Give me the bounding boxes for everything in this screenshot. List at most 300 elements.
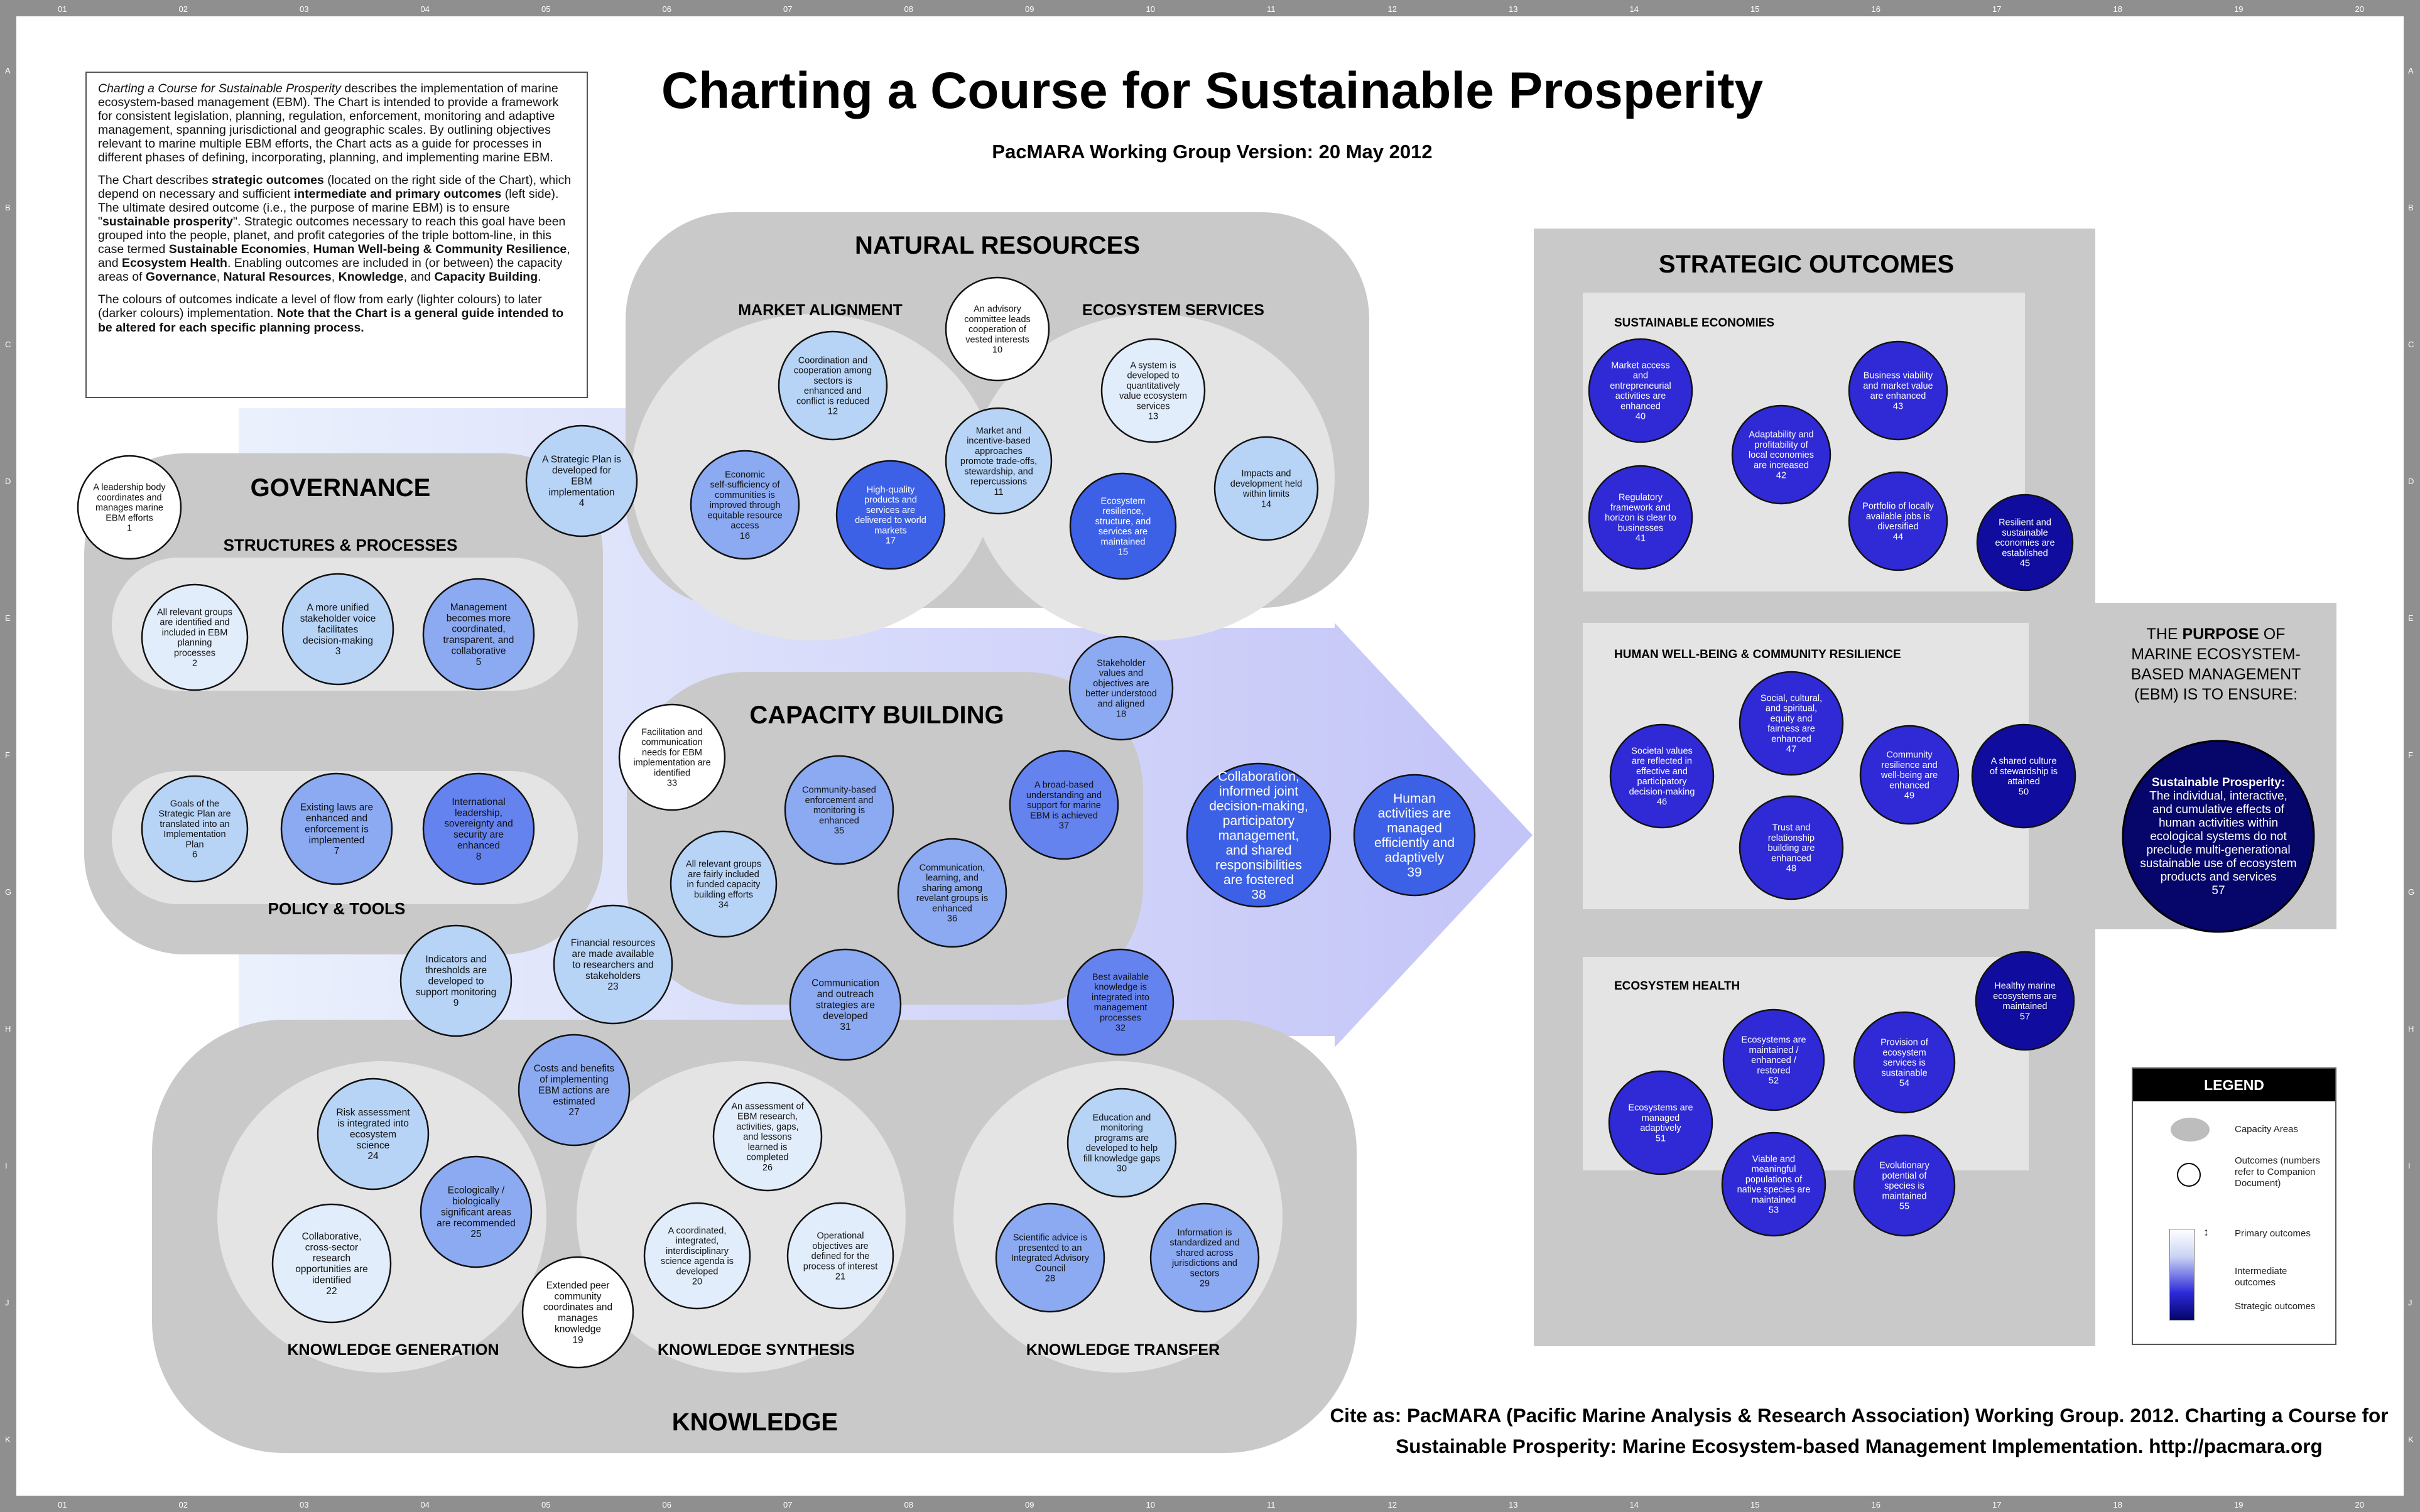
outcome-text: values and	[1099, 668, 1144, 679]
grid-column-label: 13	[1509, 1500, 1518, 1509]
outcome-15	[1070, 473, 1176, 579]
outcome-text: EBM is achieved	[1030, 811, 1098, 821]
purpose-text: preclude multi-generational	[2146, 843, 2291, 857]
outcome-2	[142, 585, 247, 690]
grid-column-label: 11	[1267, 4, 1276, 14]
outcome-9	[401, 926, 511, 1036]
outcome-text: to researchers and	[572, 959, 654, 971]
purpose-title: Sustainable Prosperity:	[2151, 776, 2286, 789]
grid-row-label: K	[5, 1435, 11, 1444]
grid-column-label: 05	[541, 4, 551, 14]
outcome-text: enhanced /	[1751, 1056, 1796, 1066]
outcome-number: 53	[1768, 1205, 1779, 1216]
outcome-text: Facilitation and	[641, 727, 703, 738]
grid-row-label: C	[5, 340, 11, 349]
purpose-text: ecological systems do not	[2150, 830, 2287, 843]
outcome-text: knowledge	[554, 1324, 602, 1335]
outcome-number: 34	[718, 900, 729, 910]
outcome-text: significant areas	[440, 1207, 512, 1218]
outcome-text: process of interest	[803, 1261, 878, 1272]
outcome-47	[1740, 672, 1843, 775]
outcome-text: sectors is	[813, 375, 852, 386]
grid-row-label: F	[5, 750, 10, 760]
outcome-text: cooperation of	[969, 325, 1026, 335]
outcome-text: delivered to world	[855, 516, 926, 526]
outcome-text: Communication,	[919, 863, 985, 873]
outcome-text: populations of	[1745, 1174, 1803, 1185]
outcome-text: An assessment of	[731, 1101, 804, 1112]
grid-row-label: H	[5, 1024, 11, 1034]
purpose-line-1: THE PURPOSE OF	[2146, 625, 2286, 643]
outcome-text: A leadership body	[93, 482, 166, 493]
outcome-22	[273, 1204, 391, 1322]
outcome-text: Viable and	[1752, 1154, 1796, 1165]
outcome-number: 21	[835, 1272, 846, 1282]
outcome-text: and aligned	[1097, 699, 1145, 710]
outcome-text: A shared culture	[1990, 756, 2057, 767]
outcome-text: Council	[1034, 1263, 1066, 1274]
outcome-text: sectors	[1190, 1268, 1220, 1279]
outcome-text: Integrated Advisory	[1011, 1253, 1090, 1264]
outcome-text: Economic	[725, 470, 765, 480]
outcome-number: 28	[1045, 1273, 1056, 1284]
legend	[2132, 1067, 2336, 1345]
outcome-text: Costs and benefits	[533, 1063, 615, 1074]
outcome-text: services are	[865, 505, 916, 516]
outcome-text: programs are	[1094, 1133, 1149, 1143]
outcome-text: building are	[1767, 843, 1815, 854]
outcome-text: Community	[1886, 750, 1933, 760]
outcome-number: 54	[1899, 1078, 1910, 1089]
grid-row-label: J	[5, 1298, 9, 1307]
outcome-text: Portfolio of locally	[1862, 501, 1934, 512]
outcome-text: relationship	[1767, 833, 1815, 843]
page-subtitle: PacMARA Working Group Version: 20 May 2012	[992, 141, 1433, 163]
citation: Cite as: PacMARA (Pacific Marine Analysis & Research Association) Working Group. 2012. Charting a Course for Sustainable Prosperity: Marine Ecosystem-based Management Implementation. http://pacmara.org	[1330, 1404, 2389, 1457]
outcome-text: incentive-based	[967, 436, 1031, 446]
outcome-text: self-sufficiency of	[710, 480, 780, 490]
outcome-14	[1215, 437, 1318, 540]
outcome-text: enhanced	[932, 904, 972, 914]
outcome-text: Operational	[817, 1231, 864, 1241]
knowledge-synthesis-label: KNOWLEDGE SYNTHESIS	[658, 1341, 855, 1359]
outcome-number: 42	[1776, 470, 1787, 481]
outcome-text: responsibilities	[1215, 858, 1302, 873]
outcome-number: 46	[1656, 797, 1668, 807]
outcome-sustainable-prosperity	[2123, 741, 2314, 932]
outcome-text: Collaboration,	[1218, 769, 1300, 784]
grid-column-label: 15	[1750, 4, 1760, 14]
legend-title: LEGEND	[2133, 1069, 2335, 1101]
outcome-number: 36	[947, 914, 958, 924]
outcome-32	[1068, 949, 1173, 1055]
outcome-text: communication	[641, 737, 703, 748]
outcome-text: knowledge is	[1094, 982, 1147, 993]
grid-row-label: A	[5, 66, 11, 75]
page-title: Charting a Course for Sustainable Prosperity	[661, 62, 1764, 119]
outcome-text: processes	[1099, 1013, 1142, 1023]
outcome-text: support for marine	[1027, 801, 1101, 811]
outcome-number: 18	[1115, 709, 1127, 720]
outcome-number: 35	[833, 826, 845, 836]
outcome-text: Regulatory	[1618, 492, 1663, 503]
outcome-25	[421, 1157, 531, 1267]
outcome-text: identified	[653, 768, 691, 779]
purpose-line-2: MARINE ECOSYSTEM-	[2131, 645, 2301, 663]
outcome-text: are made available	[572, 949, 654, 960]
outcome-text: of stewardship is	[1990, 766, 2058, 777]
outcome-text: are enhanced	[1870, 391, 1926, 402]
outcome-text: equitable resource	[707, 510, 783, 521]
outcome-text: science	[356, 1140, 390, 1151]
outcome-text: A more unified	[307, 602, 369, 613]
outcome-number: 8	[475, 851, 482, 862]
outcome-text: Stakeholder	[1097, 658, 1146, 669]
outcome-text: sustainable	[1881, 1068, 1928, 1079]
outcome-text: maintained	[1100, 537, 1146, 548]
outcome-text: in funded capacity	[686, 880, 761, 890]
outcome-26	[714, 1083, 822, 1191]
outcome-18	[1070, 637, 1173, 740]
purpose-line-4: (EBM) IS TO ENSURE:	[2134, 686, 2298, 703]
outcome-53	[1722, 1133, 1825, 1236]
outcome-text: ecosystem	[1882, 1047, 1926, 1058]
outcome-text: Existing laws are	[300, 802, 374, 813]
outcome-37	[1010, 751, 1118, 859]
outcome-text: interdisciplinary	[666, 1246, 729, 1256]
outcome-number: 48	[1786, 863, 1797, 874]
grid-column-label: 14	[1629, 4, 1639, 14]
outcome-text: fairness are	[1767, 724, 1815, 735]
outcome-text: implementation	[548, 487, 615, 498]
outcome-text: maintained /	[1749, 1045, 1799, 1056]
grid-row-label: I	[2408, 1161, 2411, 1170]
outcome-number: 41	[1635, 533, 1646, 544]
outcome-text: effective and	[1636, 766, 1688, 777]
outcome-text: enhanced	[819, 816, 859, 826]
outcome-text: Implementation	[163, 829, 226, 840]
grid-row-label: E	[5, 613, 11, 623]
knowledge-generation-label: KNOWLEDGE GENERATION	[287, 1341, 499, 1359]
outcome-text: Coordination and	[798, 355, 868, 366]
outcome-33	[619, 705, 725, 810]
outcome-number: 9	[453, 998, 459, 1009]
outcome-text: Ecosystems are	[1628, 1103, 1693, 1113]
outcome-text: integrated into	[1092, 992, 1149, 1003]
outcome-text: Indicators and	[425, 954, 487, 965]
outcome-text: resilience and	[1881, 760, 1938, 770]
outcome-text: enhanced	[1620, 401, 1661, 412]
outcome-number: 51	[1655, 1133, 1666, 1144]
outcome-text: becomes more	[446, 613, 511, 624]
knowledge-label: KNOWLEDGE	[671, 1408, 838, 1436]
outcome-text: managed	[1641, 1113, 1680, 1123]
outcome-text: planning	[177, 638, 212, 649]
outcome-text: estimated	[553, 1096, 595, 1107]
outcome-text: Education and	[1092, 1113, 1151, 1123]
grid-column-label: 05	[541, 1500, 551, 1509]
grid-column-label: 20	[2355, 1500, 2364, 1509]
outcome-text: EBM	[571, 476, 592, 487]
legend-outcomes: Outcomes (numbers refer to Companion Document)	[2235, 1155, 2320, 1189]
outcome-text: Extended peer	[546, 1280, 610, 1292]
purpose-text: products and services	[2160, 870, 2277, 884]
grid-column-label: 01	[58, 4, 67, 14]
outcome-text: learning, and	[926, 873, 979, 883]
outcome-number: 49	[1904, 791, 1915, 801]
outcome-text: services is	[1883, 1058, 1926, 1069]
outcome-text: horizon is clear to	[1605, 513, 1676, 524]
outcome-number: 13	[1148, 411, 1159, 422]
outcome-text: Evolutionary	[1879, 1160, 1929, 1171]
outcome-48	[1740, 796, 1843, 899]
grid-column-label: 04	[420, 1500, 430, 1509]
outcome-11	[946, 408, 1051, 514]
outcome-text: sustainable	[2002, 527, 2048, 538]
intro-paragraph-1: Charting a Course for Sustainable Prosperity describes the implementation of marine ecosystem-based management (EBM). The Chart is intended to provide a framework for consistent legislation, planning, regulation, enforcement, monitoring and adaptive management, spanning jurisdictional and geographic scales. By outlining objectives relevant to marine multiple EBM efforts, the Chart acts as a guide for processes in different phases of defining, incorporating, planning, and implementing marine EBM.	[98, 82, 559, 165]
outcome-text: All relevant groups	[156, 607, 233, 618]
grid-row-label: A	[2408, 66, 2414, 75]
outcome-39	[1354, 775, 1475, 895]
outcome-text: processes	[173, 648, 216, 659]
grid-column-label: 07	[783, 1500, 793, 1509]
purpose-line-3: BASED MANAGEMENT	[2130, 666, 2301, 683]
outcome-text: enhanced and	[305, 813, 368, 824]
outcome-text: Information is	[1177, 1228, 1232, 1238]
outcome-text: is integrated into	[337, 1118, 409, 1130]
outcome-text: identified	[312, 1275, 352, 1286]
grid-column-label: 18	[2113, 4, 2122, 14]
outcome-text: structure, and	[1095, 516, 1151, 527]
outcome-text: Plan	[185, 840, 204, 850]
outcome-text: vested interests	[965, 335, 1029, 345]
outcome-text: Resilient and	[1999, 517, 2051, 528]
outcome-text: are reflected in	[1632, 756, 1692, 767]
outcome-text: decision-making,	[1209, 799, 1308, 814]
outcome-number: 24	[367, 1151, 379, 1162]
outcome-7	[281, 774, 392, 884]
outcome-number: 5	[475, 656, 482, 667]
outcome-number: 25	[470, 1229, 482, 1240]
outcome-text: presented to an	[1018, 1243, 1082, 1253]
sustainable-economies-label: SUSTAINABLE ECONOMIES	[1614, 316, 1775, 330]
intro-paragraph-2: The Chart describes strategic outcomes (located on the right side of the Chart), which depend on necessary and sufficient intermediate and primary outcomes (left side). The ultimate desired outcome (i.e., the purpose of marine EBM) is to ensure "sustainable prosperity". Strategic outcomes necessary to reach this goal have been grouped into the people, planet, and profit categories of the triple bottom-line, in this case termed Sustainable Economies, Human Well-being & Community Resilience, and Ecosystem Health. Enabling outcomes are included in (or between) the capacity areas of Governance, Natural Resources, Knowledge, and Capacity Building.	[98, 173, 572, 284]
outcome-text: integrated,	[675, 1236, 719, 1246]
outcome-text: implementation are	[633, 758, 711, 769]
legend-capacity-areas: Capacity Areas	[2235, 1124, 2298, 1135]
outcome-text: diversified	[1877, 522, 1919, 532]
structures-label: STRUCTURES & PROCESSES	[223, 536, 458, 554]
outcome-text: EBM efforts	[106, 513, 153, 524]
outcome-text: jurisdictions and	[1172, 1258, 1237, 1269]
outcome-text: enhanced	[1771, 853, 1811, 864]
outcome-number: 15	[1117, 547, 1129, 558]
outcome-text: enhanced	[1771, 734, 1811, 745]
outcome-number: 33	[666, 778, 678, 789]
outcome-text: All relevant groups	[685, 859, 762, 870]
outcome-text: meaningful	[1751, 1164, 1796, 1175]
outcome-text: shared across	[1176, 1248, 1234, 1258]
outcome-text: Market and	[975, 426, 1022, 436]
outcome-text: developed to	[1127, 370, 1180, 381]
outcome-text: coordinates and	[543, 1302, 613, 1313]
purpose-text: The individual, interactive,	[2149, 789, 2287, 803]
grid-column-label: 01	[58, 1500, 67, 1509]
outcome-text: Risk assessment	[336, 1107, 410, 1118]
outcome-number: 20	[692, 1277, 703, 1287]
outcome-31	[790, 949, 901, 1060]
outcome-text: High-quality	[866, 485, 915, 495]
outcome-text: Scientific advice is	[1012, 1233, 1088, 1243]
legend-strategic: Strategic outcomes	[2235, 1301, 2316, 1312]
outcome-text: An advisory	[974, 304, 1021, 315]
market-alignment-label: MARKET ALIGNMENT	[738, 301, 903, 319]
outcome-number: 19	[572, 1334, 583, 1346]
grid-column-label: 03	[300, 1500, 309, 1509]
outcome-number: 38	[1251, 887, 1266, 902]
knowledge-transfer-label: KNOWLEDGE TRANSFER	[1026, 1341, 1220, 1359]
outcome-text: activities are	[1377, 806, 1451, 821]
grid-column-label: 10	[1146, 4, 1155, 14]
outcome-text: developed to	[428, 976, 484, 987]
strategic-outcomes-label: STRATEGIC OUTCOMES	[1658, 251, 1955, 278]
outcome-text: research	[312, 1253, 351, 1264]
outcome-text: Ecosystems are	[1741, 1035, 1806, 1045]
ecosystem-services-label: ECOSYSTEM SERVICES	[1082, 301, 1264, 319]
outcome-55	[1854, 1135, 1955, 1236]
outcome-number: 50	[2018, 787, 2029, 797]
grid-column-label: 09	[1025, 4, 1034, 14]
outcome-text: A coordinated,	[668, 1226, 727, 1236]
outcome-text: approaches	[975, 446, 1023, 456]
grid-column-label: 06	[662, 1500, 671, 1509]
grid-column-label: 15	[1750, 1500, 1760, 1509]
outcome-8	[423, 774, 534, 884]
grid-column-label: 19	[2234, 4, 2244, 14]
grid-column-label: 06	[662, 4, 671, 14]
outcome-number: 4	[578, 498, 585, 509]
outcome-text: objectives are	[1093, 678, 1149, 689]
purpose-text: sustainable use of ecosystem	[2140, 857, 2297, 870]
outcome-text: fill knowledge gaps	[1083, 1153, 1161, 1164]
outcome-text: enhanced	[1889, 780, 1929, 791]
outcome-text: monitoring is	[813, 806, 865, 816]
outcome-text: manages	[558, 1313, 598, 1324]
outcome-text: services	[1136, 401, 1170, 412]
outcome-text: adaptively	[1384, 850, 1445, 865]
outcome-text: transparent, and	[443, 635, 514, 646]
intro-paragraph-3: The colours of outcomes indicate a level of flow from early (lighter colours) to later (darker colours) implementation. Note that the Chart is a general guide intended to be altered for each specific planning process.	[98, 293, 564, 335]
outcome-text: and market value	[1863, 381, 1933, 391]
outcome-text: implemented	[308, 834, 365, 846]
grid-column-label: 16	[1871, 1500, 1880, 1509]
outcome-text: developed for	[552, 465, 611, 477]
grid-column-label: 17	[1992, 4, 2002, 14]
grid-row-label: G	[2408, 887, 2415, 897]
outcome-21	[788, 1203, 893, 1309]
outcome-number: 55	[1899, 1201, 1910, 1212]
outcome-text: potential of	[1882, 1170, 1927, 1181]
outcome-text: A system is	[1130, 360, 1176, 371]
outcome-text: sovereignty and	[444, 818, 513, 829]
intro-text-box	[85, 72, 588, 398]
outcome-text: conflict is reduced	[796, 396, 870, 407]
outcome-57	[1976, 952, 2074, 1050]
grid-row-label: G	[5, 887, 12, 897]
outcome-text: coordinates and	[97, 492, 162, 503]
outcome-text: are increased	[1754, 460, 1809, 471]
outcome-circle-swatch	[2177, 1163, 2201, 1187]
grid-column-label: 02	[178, 1500, 188, 1509]
grid-column-label: 16	[1871, 4, 1880, 14]
outcome-3	[283, 574, 393, 684]
grid-row-label: C	[2408, 340, 2414, 349]
grid-column-label: 10	[1146, 1500, 1155, 1509]
outcome-text: manages marine	[95, 503, 163, 514]
outcome-23	[554, 905, 672, 1023]
grid-row-label: D	[2408, 477, 2414, 486]
outcome-6	[142, 776, 247, 882]
outcome-text: committee leads	[964, 314, 1031, 325]
outcome-5	[423, 579, 534, 689]
outcome-number: 27	[568, 1107, 580, 1118]
outcome-text: Collaborative,	[301, 1231, 362, 1243]
outcome-30	[1068, 1089, 1176, 1197]
outcome-text: cross-sector	[305, 1242, 359, 1253]
outcome-text: are recommended	[437, 1218, 516, 1229]
outcome-text: Business viability	[1863, 370, 1933, 381]
outcome-number: 23	[607, 981, 619, 993]
grid-row-label: B	[2408, 203, 2414, 212]
outcome-text: and lessons	[743, 1132, 792, 1143]
grid-column-label: 14	[1629, 1500, 1639, 1509]
outcome-text: ecosystem	[349, 1129, 397, 1140]
outcome-number: 43	[1892, 401, 1904, 412]
outcome-number: 3	[335, 646, 341, 657]
outcome-text: Community-based	[802, 785, 876, 796]
outcome-text: coordinated,	[452, 624, 506, 635]
outcome-text: International	[452, 797, 506, 808]
outcome-46	[1610, 725, 1713, 828]
outcome-text: strategies are	[816, 1000, 875, 1011]
outcome-16	[691, 451, 799, 559]
outcome-text: learned is	[747, 1142, 788, 1153]
grid-column-label: 03	[300, 4, 309, 14]
outcome-text: decision-making	[1629, 787, 1695, 797]
outcome-text: maintained	[1882, 1191, 1927, 1202]
outcome-text: economies are	[1995, 538, 2055, 549]
outcome-text: and	[1632, 370, 1649, 381]
outcome-text: and outreach	[817, 989, 874, 1000]
outcome-number: 2	[192, 658, 198, 669]
outcome-text: quantitatively	[1126, 381, 1180, 391]
outcome-number: 44	[1892, 532, 1904, 543]
outcome-text: participatory	[1637, 777, 1687, 787]
outcome-text: objectives are	[812, 1241, 869, 1251]
outcome-number: 12	[827, 406, 838, 417]
outcome-text: Ecologically /	[447, 1185, 505, 1196]
outcome-45	[1977, 495, 2073, 590]
outcome-text: restored	[1757, 1066, 1791, 1076]
outcome-text: ecosystems are	[1993, 991, 2057, 1002]
outcome-number: 10	[992, 345, 1003, 355]
outcome-text: profitability of	[1754, 440, 1808, 450]
grid-column-label: 12	[1387, 4, 1397, 14]
outcome-text: managed	[1387, 821, 1442, 836]
outcome-text: established	[2002, 548, 2048, 559]
outcome-number: 7	[334, 846, 340, 857]
outcome-text: resilience,	[1102, 506, 1144, 517]
